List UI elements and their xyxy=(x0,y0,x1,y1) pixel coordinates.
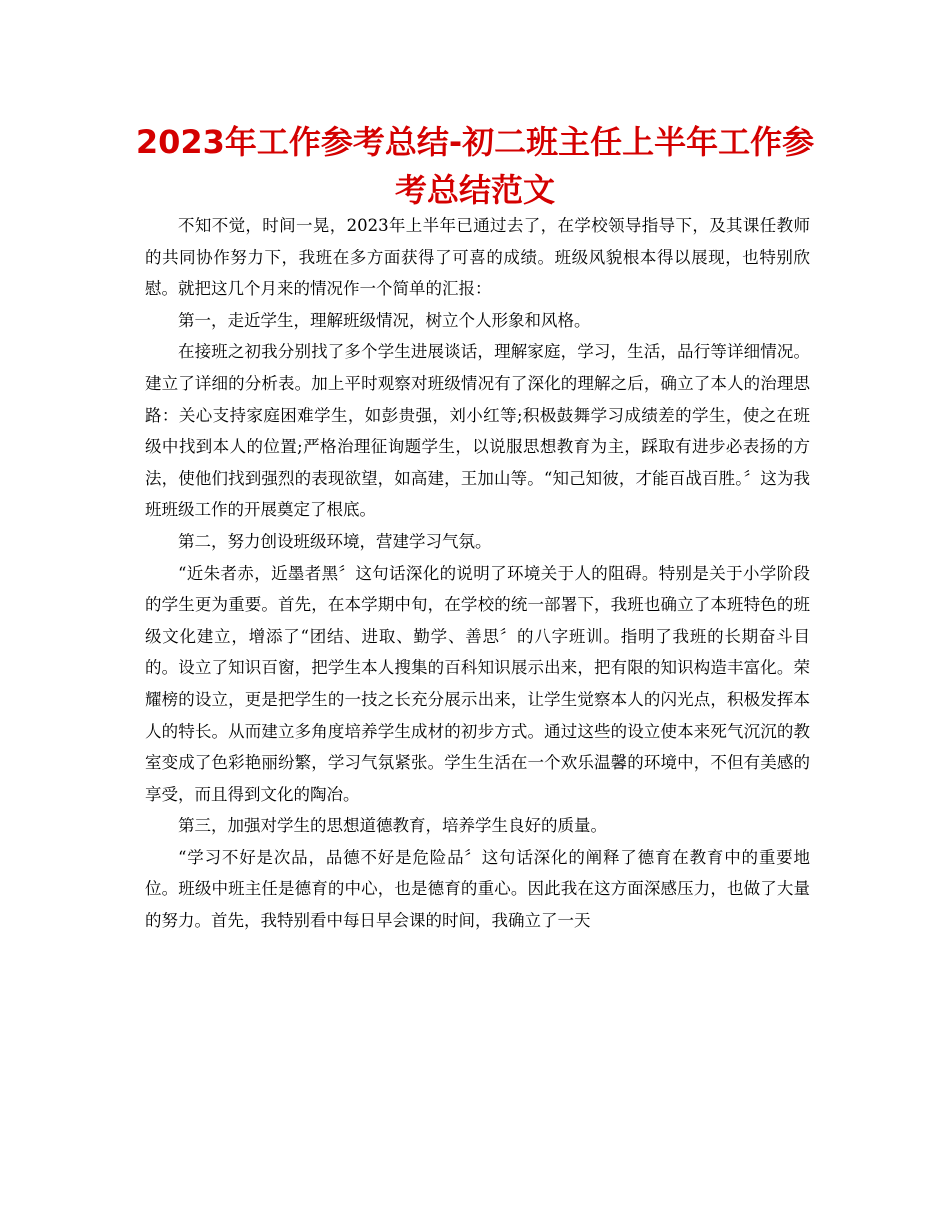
paragraph-third-detail: “学习不好是次品，品德不好是危险品〞这句话深化的阐释了德育在教育中的重要地位。班级中班主任是德育的中心，也是德育的重心。因此我在这方面深感压力，也做了大量的努力。首先，我特别看中每日早会课的时间，我确立了一天 xyxy=(145,847,810,931)
document-title: 2023年工作参考总结-初二班主任上半年工作参考总结范文 xyxy=(135,123,815,209)
paragraph-first-detail: 在接班之初我分别找了多个学生进展谈话，理解家庭，学习，生活，品行等详细情况。建立了详细的分析表。加上平时观察对班级情况有了深化的理解之后，确立了本人的治理思路：关心支持家庭困难学生，如彭贵强，刘小红等;积极鼓舞学习成绩差的学生，使之在班级中找到本人的位置;严格治理征询题学生，以说服思想教育为主，踩取有进步必表扬的方法，使他们找到强烈的表现欲望，如高建，王加山等。“知己知彼，才能百战百胜。〞这为我班班级工作的开展奠定了根底。 xyxy=(145,342,810,520)
paragraph-intro: 不知不觉，时间一晃，2023年上半年已通过去了，在学校领导指导下，及其课任教师的共同协作努力下，我班在多方面获得了可喜的成绩。班级风貌根本得以展现，也特别欣慰。就把这几个月来的情况作一个简单的汇报： xyxy=(145,216,810,299)
paragraph-second-detail: “近朱者赤，近墨者黑〞这句话深化的说明了环境关于人的阻碍。特别是关于小学阶段的学生更为重要。首先，在本学期中旬，在学校的统一部署下，我班也确立了本班特色的班级文化建立，增添了“团结、进取、勤学、善思〞的八字班训。指明了我班的长期奋斗目的。设立了知识百窗，把学生本人搜集的百科知识展示出来，把有限的知识构造丰富化。荣耀榜的设立，更是把学生的一技之长充分展示出来，让学生觉察本人的闪光点，积极发挥本人的特长。从而建立多角度培养学生成材的初步方式。通过这些的设立使本来死气沉沉的教室变成了色彩艳丽纷繁，学习气氛紧张。学生生活在一个欢乐温馨的环境中，不但有美感的享受，而且得到文化的陶冶。 xyxy=(145,563,810,804)
document-body xyxy=(145,210,810,937)
paragraph-heading-second: 第二，努力创设班级环境，营建学习气氛。 xyxy=(178,531,492,551)
paragraph-heading-third: 第三，加强对学生的思想道德教育，培养学生良好的质量。 xyxy=(178,816,607,836)
paragraph-heading-first: 第一，走近学生，理解班级情况，树立个人形象和风格。 xyxy=(178,310,591,330)
